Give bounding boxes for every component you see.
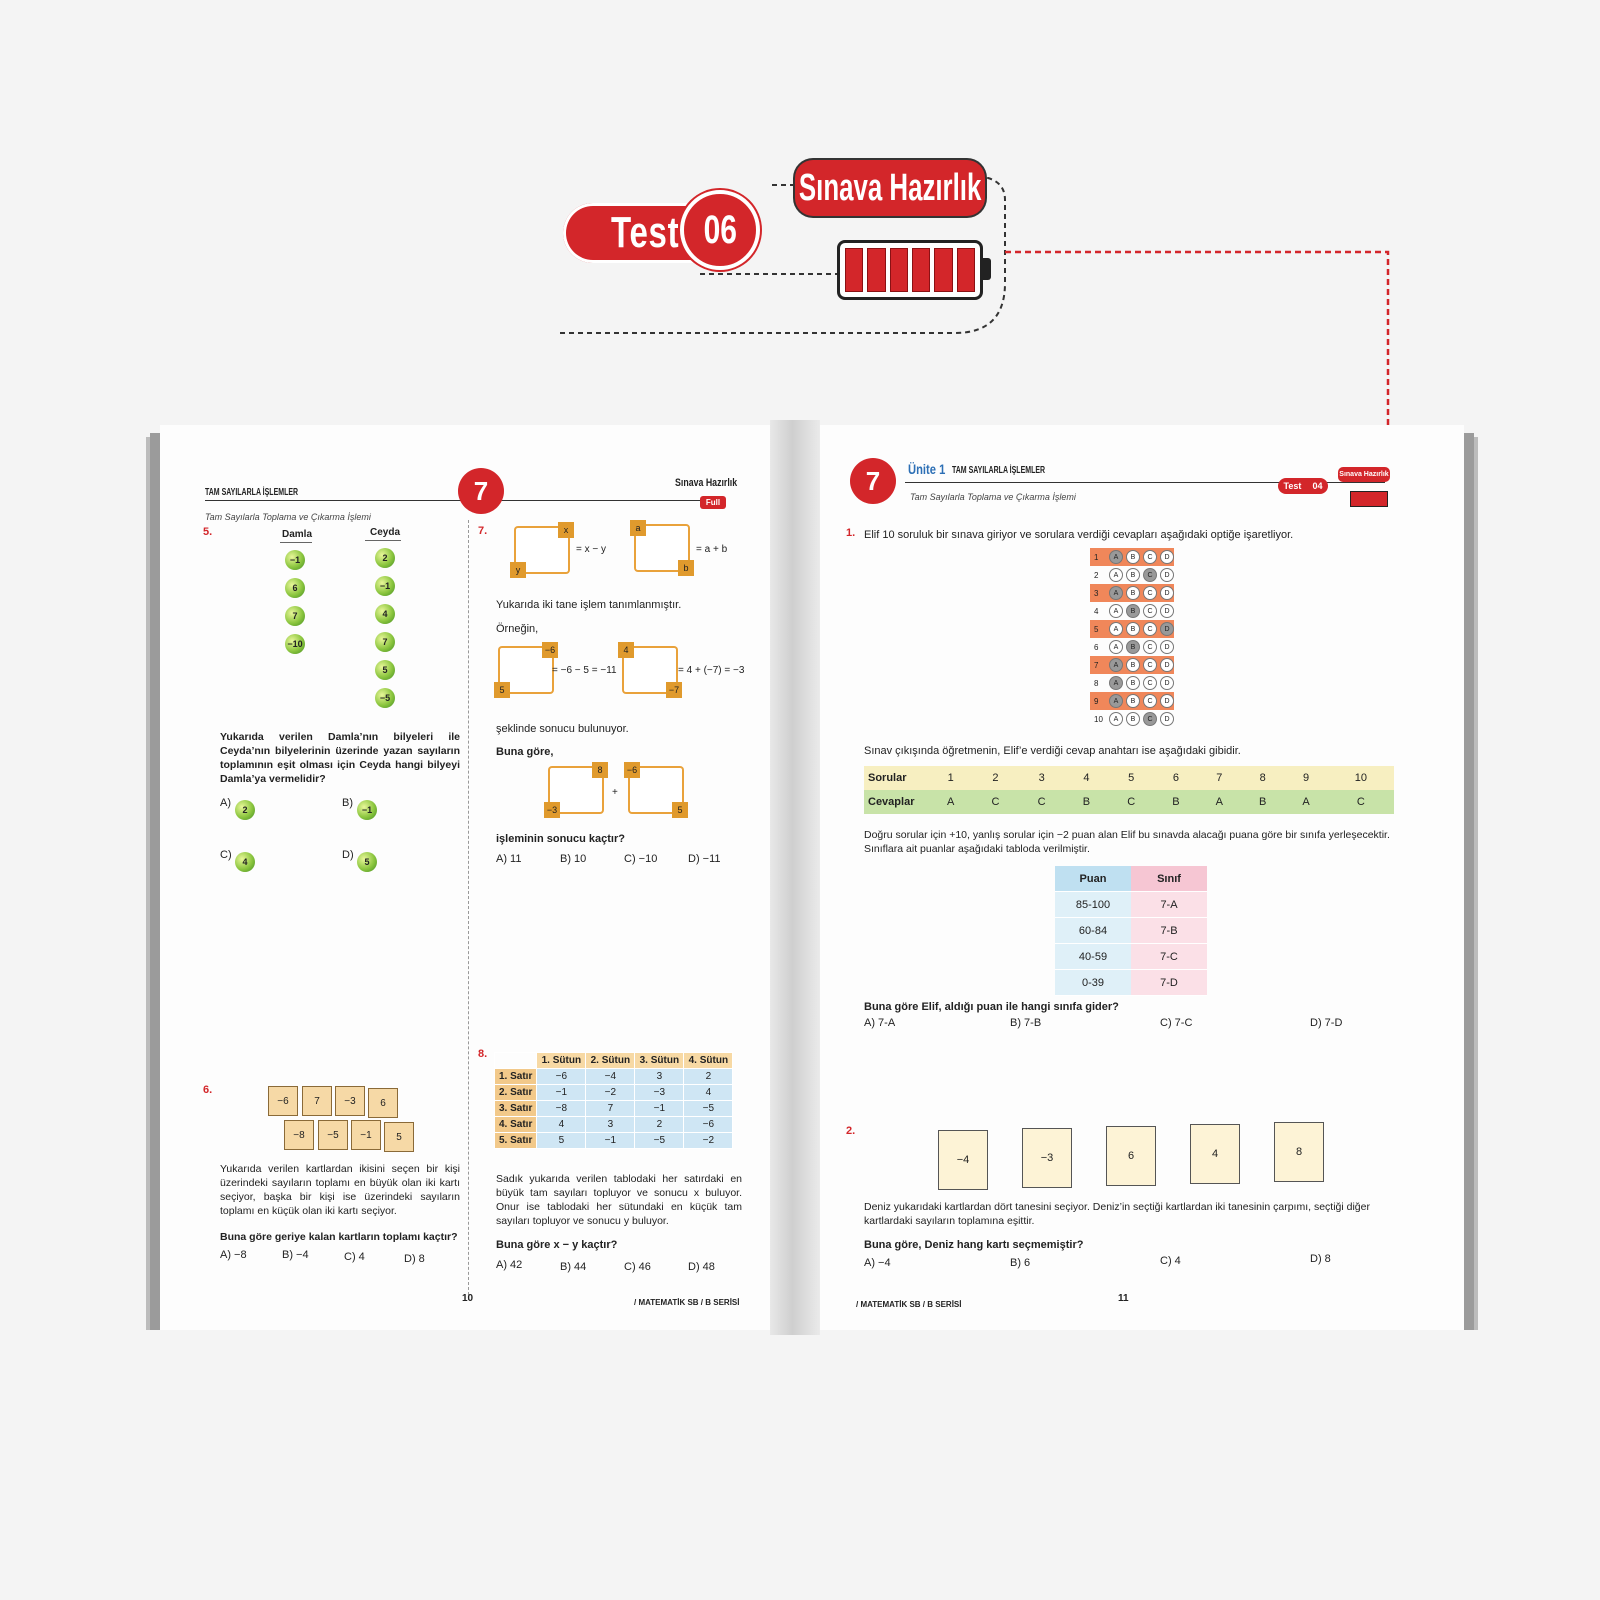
optic-row-number: 3 xyxy=(1094,588,1099,598)
q8-cell: −5 xyxy=(684,1101,733,1117)
right-sinava-badge: Sınava Hazırlık xyxy=(1338,467,1390,482)
q8-option-d: D) 48 xyxy=(688,1261,715,1273)
q8-cell: 2 xyxy=(635,1117,684,1133)
optic-bubble: A xyxy=(1109,622,1123,636)
q7-op2-frame xyxy=(624,762,688,818)
optic-bubble: C xyxy=(1143,640,1157,654)
optic-row-number: 4 xyxy=(1094,606,1099,616)
q8-cell: 7 xyxy=(586,1101,635,1117)
optic-row-number: 8 xyxy=(1094,678,1099,688)
q8-col-header: 4. Sütun xyxy=(684,1053,733,1069)
q8-row-label: 1. Satır xyxy=(495,1069,537,1085)
q6-card: 5 xyxy=(384,1122,414,1152)
damla-underline xyxy=(280,542,312,543)
q8-cell: −6 xyxy=(684,1117,733,1133)
q7-number: 7. xyxy=(478,525,488,537)
sorular-cell: 3 xyxy=(1038,772,1045,784)
optic-bubble: C xyxy=(1143,676,1157,690)
cevaplar-cell: A xyxy=(947,796,955,808)
damla-marble: −10 xyxy=(285,634,305,654)
q7-def1-frame xyxy=(510,522,574,578)
ceyda-marble: 2 xyxy=(375,548,395,568)
optic-row-number: 10 xyxy=(1094,714,1103,724)
optic-bubble: B xyxy=(1126,604,1140,618)
r-q2-card: −4 xyxy=(938,1130,988,1190)
q8-row-label: 3. Satır xyxy=(495,1101,537,1117)
sinava-label: Sınava Hazırlık xyxy=(798,166,982,209)
battery-tip xyxy=(983,258,991,280)
q6-card: 7 xyxy=(302,1086,332,1116)
puan-table xyxy=(1055,866,1207,996)
q8-row xyxy=(495,1085,733,1101)
cevaplar-cell: C xyxy=(991,796,1000,808)
r-q2-question: Buna göre, Deniz hang kartı seçmemiştir? xyxy=(864,1239,1084,1251)
sorular-cell: 1 xyxy=(947,772,954,784)
test-label: Test xyxy=(611,208,680,257)
optic-row xyxy=(1090,674,1174,692)
left-section-title: TAM SAYILARLA İŞLEMLER xyxy=(205,487,299,498)
right-test-badge xyxy=(1278,478,1328,494)
q8-col-header: 2. Sütun xyxy=(586,1053,635,1069)
q8-cell: 3 xyxy=(635,1069,684,1085)
column-divider xyxy=(468,520,470,1300)
optic-row xyxy=(1090,584,1174,602)
q8-cell: −8 xyxy=(537,1101,586,1117)
q8-cell: −2 xyxy=(586,1085,635,1101)
answer-key-table xyxy=(864,766,1394,814)
q8-number: 8. xyxy=(478,1048,488,1060)
puan-row xyxy=(1055,944,1207,970)
q8-cell: 3 xyxy=(586,1117,635,1133)
q5-option-b-label: B) xyxy=(342,797,353,809)
q8-col-header: 1. Sütun xyxy=(537,1053,586,1069)
r-q2-card: 6 xyxy=(1106,1126,1156,1186)
r-q1-text2: Sınav çıkışında öğretmenin, Elif’e verdiği cevap anahtarı ise aşağıdaki gibidir. xyxy=(864,745,1241,757)
optic-row-number: 2 xyxy=(1094,570,1099,580)
puan-row xyxy=(1055,918,1207,944)
unit-label: Ünite 1 xyxy=(908,461,946,477)
puan-cell: 40-59 xyxy=(1055,944,1131,970)
q5-option-a-marble: 2 xyxy=(235,800,255,820)
right-test-label: Test xyxy=(1283,481,1302,491)
q8-cell: 2 xyxy=(684,1069,733,1085)
r-q1-question: Buna göre Elif, aldığı puan ile hangi sınıfa gider? xyxy=(864,1001,1119,1013)
puan-header: Puan xyxy=(1055,866,1131,892)
sorular-label: Sorular xyxy=(868,772,907,784)
optic-bubble: A xyxy=(1109,568,1123,582)
optic-bubble: D xyxy=(1160,586,1174,600)
sorular-cell: 6 xyxy=(1172,772,1180,784)
damla-marble: 6 xyxy=(285,578,305,598)
q5-damla-label: Damla xyxy=(282,529,313,540)
optic-row xyxy=(1090,692,1174,710)
q5-option-c-label: C) xyxy=(220,849,232,861)
test-number: 06 xyxy=(703,207,737,252)
right-footer: / MATEMATİK SB / B SERİSİ xyxy=(856,1300,962,1309)
sorular-cell: 10 xyxy=(1354,772,1367,784)
q7-ex2-frame xyxy=(618,642,682,698)
q8-row xyxy=(495,1117,733,1133)
q7-op2-bottom: 5 xyxy=(672,802,688,818)
cevaplar-cell: C xyxy=(1127,796,1136,808)
r-q2-card: 4 xyxy=(1190,1124,1240,1184)
sorular-cell: 2 xyxy=(992,772,999,784)
optic-row xyxy=(1090,656,1174,674)
right-battery-icon xyxy=(1350,491,1388,507)
damla-marble: −1 xyxy=(285,550,305,570)
optic-bubble: B xyxy=(1126,640,1140,654)
puan-cell: 85-100 xyxy=(1055,892,1131,918)
q8-option-a: A) 42 xyxy=(496,1259,523,1271)
book-spine xyxy=(770,420,820,1335)
r-q2-option-c: C) 4 xyxy=(1160,1255,1181,1267)
q7-ex1-bottom: 5 xyxy=(494,682,510,698)
q7-def1-top: x xyxy=(558,522,574,538)
optic-row-number: 7 xyxy=(1094,660,1099,670)
optic-bubble: A xyxy=(1109,604,1123,618)
left-footer: / MATEMATİK SB / B SERİSİ xyxy=(634,1298,740,1307)
q7-ex1-top: −6 xyxy=(542,642,558,658)
q8-row xyxy=(495,1133,733,1149)
q8-cell: 4 xyxy=(537,1117,586,1133)
right-subtitle: Tam Sayılarla Toplama ve Çıkarma İşlemi xyxy=(910,492,1076,502)
cevaplar-cell: B xyxy=(1082,796,1091,808)
q7-op2-top: −6 xyxy=(624,762,640,778)
q6-card: −3 xyxy=(335,1086,365,1116)
optic-bubble: C xyxy=(1143,586,1157,600)
r-q2-option-a: A) −4 xyxy=(864,1257,891,1269)
optic-bubble: A xyxy=(1109,676,1123,690)
q8-table xyxy=(494,1052,733,1149)
r-q1-option-b: B) 7-B xyxy=(1010,1017,1042,1029)
q7-text1: Yukarıda iki tane işlem tanımlanmıştır. xyxy=(496,599,682,611)
q8-cell: −3 xyxy=(635,1085,684,1101)
q6-option-c: C) 4 xyxy=(344,1251,365,1263)
q8-cell: −6 xyxy=(537,1069,586,1085)
q6-text: Yukarıda verilen kartlardan ikisini seçen bir kişi üzerindeki sayıların toplamı en büyük olan iki kartı seçiyor, başka bir kişi ise üzerindeki sayıların toplamı en küçük olan iki kartı seçiyor. xyxy=(220,1163,460,1217)
r-q2-option-b: B) 6 xyxy=(1010,1257,1031,1269)
q8-option-c: C) 46 xyxy=(624,1261,651,1273)
r-q1-option-a: A) 7-A xyxy=(864,1017,896,1029)
optic-bubble: C xyxy=(1143,550,1157,564)
right-section-title: TAM SAYILARLA İŞLEMLER xyxy=(952,465,1046,476)
optic-bubble: D xyxy=(1160,568,1174,582)
q7-op1-frame xyxy=(544,762,608,818)
optic-bubble: D xyxy=(1160,676,1174,690)
optic-bubble: A xyxy=(1109,550,1123,564)
optic-row-number: 5 xyxy=(1094,624,1099,634)
optic-bubble: A xyxy=(1109,694,1123,708)
ceyda-marble: 5 xyxy=(375,660,395,680)
q8-cell: 4 xyxy=(684,1085,733,1101)
cevaplar-cell: C xyxy=(1037,796,1046,808)
r-q1-text: Elif 10 soruluk bir sınava giriyor ve sorulara verdiği cevapları aşağıdaki optiğe işaretliyor. xyxy=(864,529,1294,541)
test-number-circle xyxy=(680,190,760,270)
q6-option-b: B) −4 xyxy=(282,1249,309,1261)
q7-op1-bottom: −3 xyxy=(544,802,560,818)
optic-bubble: C xyxy=(1143,604,1157,618)
full-tag: Full xyxy=(700,496,726,509)
q7-def2-top: a xyxy=(630,520,646,536)
optic-bubble: B xyxy=(1126,568,1140,582)
optic-bubble: C xyxy=(1143,622,1157,636)
ceyda-underline xyxy=(365,540,401,541)
sinif-cell: 7-A xyxy=(1131,892,1207,918)
puan-cell: 60-84 xyxy=(1055,918,1131,944)
optic-row xyxy=(1090,620,1174,638)
optic-bubble: B xyxy=(1126,622,1140,636)
q6-question: Buna göre geriye kalan kartların toplamı kaçtır? xyxy=(220,1231,458,1243)
battery-icon xyxy=(837,240,983,300)
sorular-cell: 8 xyxy=(1259,772,1266,784)
q8-cell: −5 xyxy=(635,1133,684,1149)
sorular-cell: 7 xyxy=(1216,772,1223,784)
r-q2-option-d: D) 8 xyxy=(1310,1253,1331,1265)
optic-bubble: A xyxy=(1109,640,1123,654)
left-subtitle: Tam Sayılarla Toplama ve Çıkarma İşlemi xyxy=(205,512,371,522)
q7-ex2: = 4 + (−7) = −3 xyxy=(678,665,745,676)
optic-row xyxy=(1090,566,1174,584)
optic-bubble: C xyxy=(1143,568,1157,582)
grade-seven-logo-right: 7 xyxy=(850,458,896,504)
q8-text: Sadık yukarıda verilen tablodaki her satırdaki en büyük tam sayıları topluyor ve sonucu x buluyor. Onur ise tablodaki her sütundaki en küçük tam sayıları topluyor ve sonucu y buluyor. xyxy=(496,1173,742,1227)
sorular-cell: 9 xyxy=(1302,772,1310,784)
q7-question: işleminin sonucu kaçtır? xyxy=(496,833,625,845)
q8-cell: −4 xyxy=(586,1069,635,1085)
cevaplar-cell: A xyxy=(1215,796,1223,808)
right-test-number: 04 xyxy=(1312,481,1323,491)
optic-bubble: C xyxy=(1143,712,1157,726)
optic-bubble: C xyxy=(1143,694,1157,708)
q6-card: −5 xyxy=(318,1120,348,1150)
r-q1-option-c: C) 7-C xyxy=(1160,1017,1193,1029)
sinif-cell: 7-D xyxy=(1131,970,1207,996)
optic-bubble: B xyxy=(1126,676,1140,690)
q8-cell: −1 xyxy=(635,1101,684,1117)
r-q2-text: Deniz yukarıdaki kartlardan dört tanesini seçiyor. Deniz’in seçtiği kartlardan iki tanesinin çarpımı, seçtiği diğer kartlardaki sayıların toplamına eşittir. xyxy=(864,1201,1370,1227)
ceyda-marble: −1 xyxy=(375,576,395,596)
optic-row xyxy=(1090,710,1174,728)
cevaplar-cell: B xyxy=(1172,796,1180,808)
optic-bubble: D xyxy=(1160,712,1174,726)
q7-def2-frame xyxy=(630,520,694,576)
r-q1-option-d: D) 7-D xyxy=(1310,1017,1343,1029)
q7-def2-bottom: b xyxy=(678,560,694,576)
q5-option-b-marble: −1 xyxy=(357,800,377,820)
cevaplar-cell: A xyxy=(1302,796,1310,808)
q7-text4: Buna göre, xyxy=(496,746,554,758)
cevaplar-cell: C xyxy=(1356,796,1365,808)
q8-cell: −2 xyxy=(684,1133,733,1149)
q8-row-label: 4. Satır xyxy=(495,1117,537,1133)
sinava-hazirlik-badge xyxy=(795,160,985,216)
cevaplar-label: Cevaplar xyxy=(868,796,915,808)
q8-row xyxy=(495,1101,733,1117)
r-q2-card: −3 xyxy=(1022,1128,1072,1188)
optic-row-number: 6 xyxy=(1094,642,1099,652)
optic-bubble: D xyxy=(1160,694,1174,708)
q5-option-c-marble: 4 xyxy=(235,852,255,872)
q7-ex1: = −6 − 5 = −11 xyxy=(552,665,617,676)
puan-cell: 0-39 xyxy=(1055,970,1131,996)
q6-card: −8 xyxy=(284,1120,314,1150)
q5-ceyda-label: Ceyda xyxy=(370,527,401,538)
sinif-cell: 7-C xyxy=(1131,944,1207,970)
q6-card: −6 xyxy=(268,1086,298,1116)
q5-option-d-marble: 5 xyxy=(357,852,377,872)
q5-number: 5. xyxy=(203,526,213,538)
q7-text2: Örneğin, xyxy=(496,623,539,635)
optic-row xyxy=(1090,638,1174,656)
r-q1-text3: Doğru sorular için +10, yanlış sorular için −2 puan alan Elif bu sınavda alacağı puana göre bir sınıfa yerleşecektir. Sınıflara ait puanlar aşağıdaki tabloda verilmiştir. xyxy=(864,829,1390,855)
optic-bubble: B xyxy=(1126,712,1140,726)
ceyda-marble: 4 xyxy=(375,604,395,624)
ceyda-marble: −5 xyxy=(375,688,395,708)
q7-text3: şeklinde sonucu bulunuyor. xyxy=(496,723,629,735)
q6-option-a: A) −8 xyxy=(220,1249,247,1261)
optic-row-number: 9 xyxy=(1094,696,1099,706)
q5-option-d-label: D) xyxy=(342,849,354,861)
q7-ex2-bottom: −7 xyxy=(666,682,682,698)
puan-row xyxy=(1055,970,1207,996)
r-q2-card: 8 xyxy=(1274,1122,1324,1182)
q7-ex2-top: 4 xyxy=(618,642,634,658)
q7-ex1-frame xyxy=(494,642,558,698)
q6-option-d: D) 8 xyxy=(404,1253,425,1265)
left-header-right: Sınava Hazırlık xyxy=(675,477,738,489)
q7-option-c: C) −10 xyxy=(624,853,658,865)
sorular-cell: 5 xyxy=(1128,772,1135,784)
q6-card: 6 xyxy=(368,1088,398,1118)
optic-bubble: D xyxy=(1160,622,1174,636)
q7-option-b: B) 10 xyxy=(560,853,587,865)
q7-def2: = a + b xyxy=(696,544,728,555)
optic-row xyxy=(1090,548,1174,566)
q7-def1: = x − y xyxy=(576,544,607,555)
grade-seven-logo: 7 xyxy=(458,468,504,514)
q8-row-label: 2. Satır xyxy=(495,1085,537,1101)
optic-form xyxy=(1090,548,1174,728)
q7-option-a: A) 11 xyxy=(496,853,522,865)
right-page-number: 11 xyxy=(1118,1293,1129,1304)
optic-row xyxy=(1090,602,1174,620)
q8-question: Buna göre x − y kaçtır? xyxy=(496,1239,618,1251)
r-q1-number: 1. xyxy=(846,527,856,539)
q8-col-header: 3. Sütun xyxy=(635,1053,684,1069)
q8-row-label: 5. Satır xyxy=(495,1133,537,1149)
optic-bubble: D xyxy=(1160,604,1174,618)
q7-plus: + xyxy=(612,787,618,798)
cevaplar-cell: B xyxy=(1259,796,1267,808)
q6-card: −1 xyxy=(351,1120,381,1150)
left-page-number: 10 xyxy=(462,1293,474,1304)
optic-bubble: A xyxy=(1109,658,1123,672)
optic-bubble: A xyxy=(1109,586,1123,600)
optic-bubble: A xyxy=(1109,712,1123,726)
optic-bubble: B xyxy=(1126,658,1140,672)
sinif-header: Sınıf xyxy=(1131,866,1207,892)
q5-option-a-label: A) xyxy=(220,797,231,809)
q7-def1-bottom: y xyxy=(510,562,526,578)
q5-text: Yukarıda verilen Damla’nın bilyeleri ile Ceyda’nın bilyelerinin üzerinde yazan sayıların toplamının eşit olması için Ceyda hangi bilyeyi Damla’ya vermelidir? xyxy=(220,731,460,785)
optic-row-number: 1 xyxy=(1094,552,1099,562)
optic-bubble: D xyxy=(1160,658,1174,672)
optic-bubble: B xyxy=(1126,550,1140,564)
r-q2-number: 2. xyxy=(846,1125,856,1137)
q8-option-b: B) 44 xyxy=(560,1261,587,1273)
damla-marble: 7 xyxy=(285,606,305,626)
q8-row xyxy=(495,1069,733,1085)
optic-bubble: B xyxy=(1126,694,1140,708)
q7-option-d: D) −11 xyxy=(688,853,721,865)
q8-cell: −1 xyxy=(537,1085,586,1101)
q7-op1-top: 8 xyxy=(592,762,608,778)
q6-number: 6. xyxy=(203,1084,213,1096)
q8-cell: −1 xyxy=(586,1133,635,1149)
optic-bubble: D xyxy=(1160,550,1174,564)
optic-bubble: C xyxy=(1143,658,1157,672)
optic-bubble: D xyxy=(1160,640,1174,654)
sorular-cell: 4 xyxy=(1083,772,1090,784)
optic-bubble: B xyxy=(1126,586,1140,600)
ceyda-marble: 7 xyxy=(375,632,395,652)
puan-row xyxy=(1055,892,1207,918)
sinif-cell: 7-B xyxy=(1131,918,1207,944)
q8-cell: 5 xyxy=(537,1133,586,1149)
